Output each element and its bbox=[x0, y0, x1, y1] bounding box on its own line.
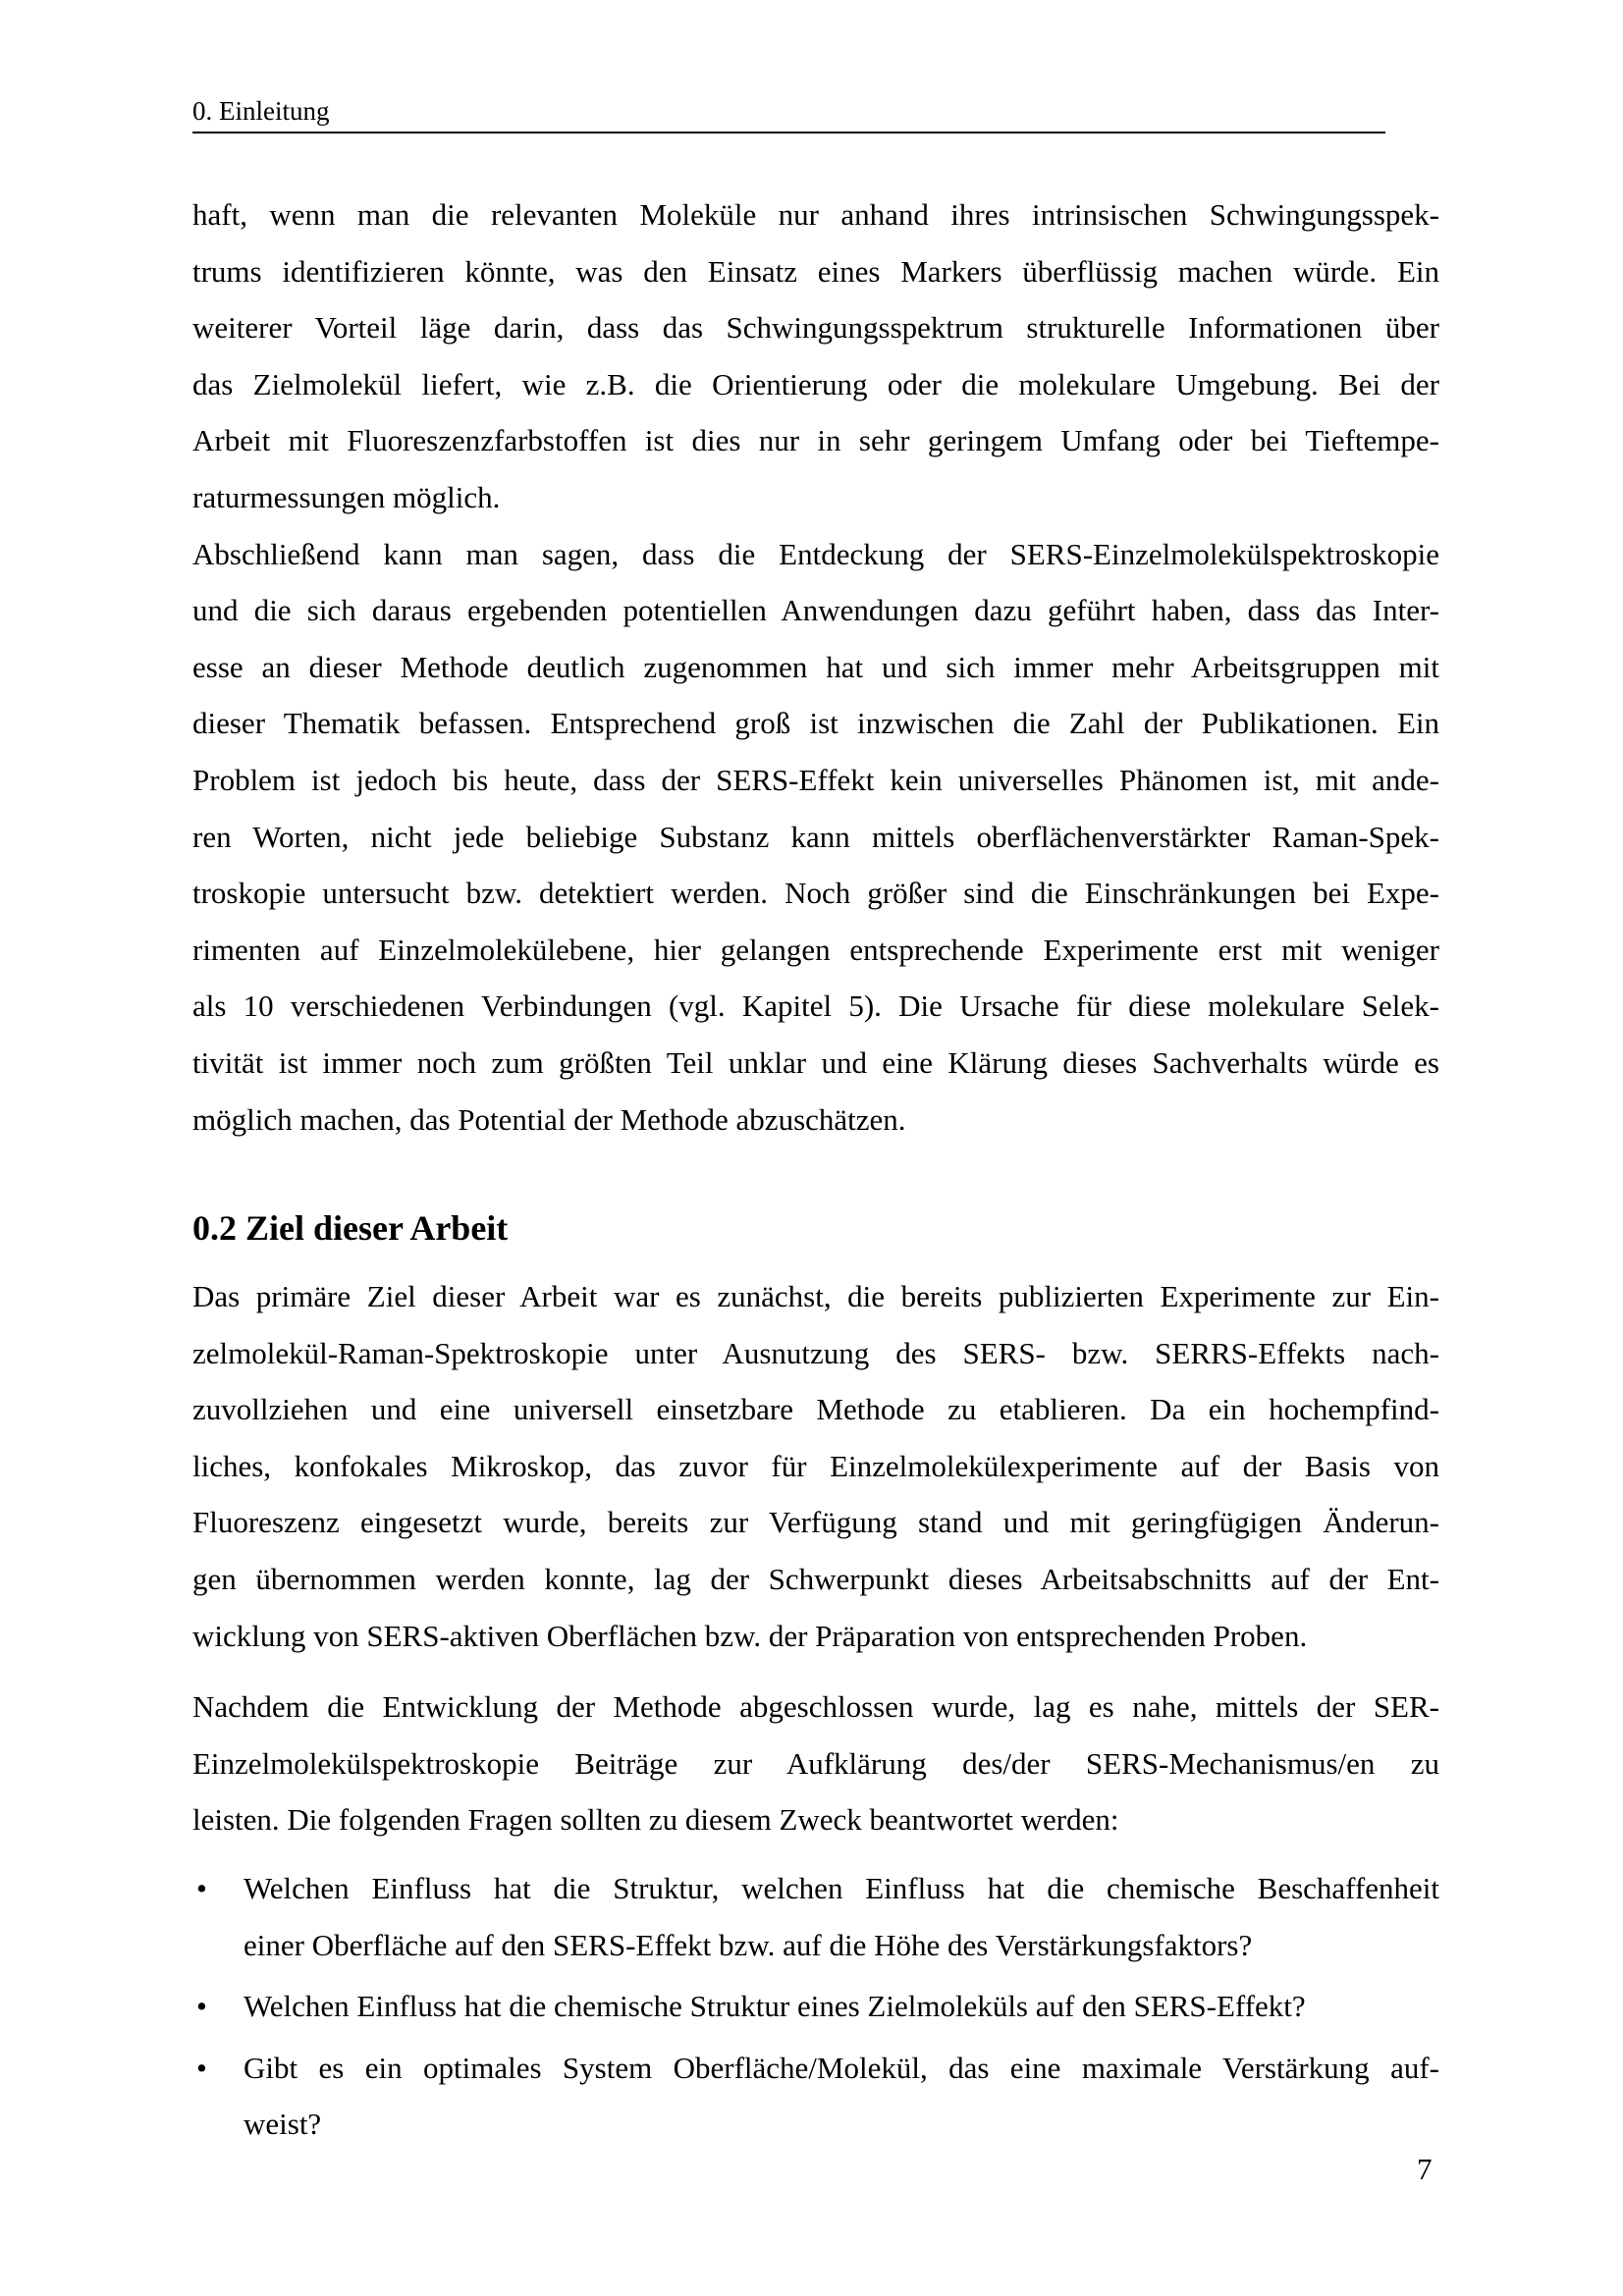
text-line: zelmolekül-Raman-Spektroskopie unter Ausnutzung des SERS- bzw. SERRS-Effekts nach- bbox=[192, 1335, 1439, 1370]
text-line: Welchen Einfluss hat die chemische Struktur eines Zielmoleküls auf den SERS-Effekt? bbox=[243, 1989, 1306, 2024]
paragraph-marker-free-identification bbox=[192, 187, 1439, 526]
text-line: Welchen Einfluss hat die Struktur, welchen Einfluss hat die chemische Beschaffenheit bbox=[243, 1871, 1439, 1905]
text-line: tivität ist immer noch zum größten Teil unklar und eine Klärung dieses Sachverhalts würde es bbox=[192, 1044, 1439, 1080]
text-line: liches, konfokales Mikroskop, das zuvor für Einzelmolekülexperimente auf der Basis von bbox=[192, 1448, 1439, 1483]
text-line: trums identifizieren könnte, was den Einsatz eines Markers überflüssig machen würde. Ein bbox=[192, 253, 1439, 289]
list-item bbox=[192, 1978, 1439, 2035]
text-line: einer Oberfläche auf den SERS-Effekt bzw. auf die Höhe des Verstärkungsfaktors? bbox=[243, 1927, 1253, 1962]
text-line: gen übernommen werden konnte, lag der Schwerpunkt dieses Arbeitsabschnitts auf der Ent- bbox=[192, 1561, 1439, 1596]
text-line: Gibt es ein optimales System Oberfläche/Molekül, das eine maximale Verstärkung auf- bbox=[243, 2050, 1439, 2085]
text-line: das Zielmolekül liefert, wie z.B. die Orientierung oder die molekulare Umgebung. Bei der bbox=[192, 366, 1439, 401]
text-line: Abschließend kann man sagen, dass die Entdeckung der SERS-Einzelmolekülspektroskopie bbox=[192, 536, 1439, 571]
paragraph-primary-goal bbox=[192, 1268, 1439, 1664]
text-line: Problem ist jedoch bis heute, dass der SERS-Effekt kein universelles Phänomen ist, mit ande- bbox=[192, 762, 1439, 797]
bullet-icon: • bbox=[196, 2050, 207, 2085]
text-line: Nachdem die Entwicklung der Methode abgeschlossen wurde, lag es nahe, mittels der SER- bbox=[192, 1689, 1439, 1724]
text-line: weiterer Vorteil läge darin, dass das Schwingungsspektrum strukturelle Informationen über bbox=[192, 310, 1439, 346]
section-heading: 0.2 Ziel dieser Arbeit bbox=[192, 1208, 509, 1248]
paragraph-research-questions-intro bbox=[192, 1679, 1439, 1848]
list-item bbox=[192, 1860, 1439, 1973]
bullet-icon: • bbox=[196, 1989, 207, 2024]
text-line: esse an dieser Methode deutlich zugenommen hat und sich immer mehr Arbeitsgruppen mit bbox=[192, 649, 1439, 684]
text-line: Arbeit mit Fluoreszenzfarbstoffen ist dies nur in sehr geringem Umfang oder bei Tieftempe- bbox=[192, 423, 1439, 458]
intro-continuation bbox=[192, 187, 1439, 1148]
text-line: raturmessungen möglich. bbox=[192, 479, 501, 514]
text-line: dieser Thematik befassen. Entsprechend groß ist inzwischen die Zahl der Publikationen. Ein bbox=[192, 706, 1439, 741]
running-header bbox=[192, 96, 1385, 133]
text-line: wicklung von SERS-aktiven Oberflächen bzw. der Präparation von entsprechenden Proben. bbox=[192, 1618, 1308, 1653]
running-header-title: 0. Einleitung bbox=[192, 96, 330, 126]
paragraph-conclusion bbox=[192, 526, 1439, 1148]
text-line: Fluoreszenz eingesetzt wurde, bereits zur Verfügung stand und mit geringfügigen Änderun- bbox=[192, 1505, 1439, 1540]
text-line: troskopie untersucht bzw. detektiert werden. Noch größer sind die Einschränkungen bei Expe- bbox=[192, 876, 1439, 911]
text-line: rimenten auf Einzelmolekülebene, hier gelangen entsprechende Experimente erst mit weniger bbox=[192, 932, 1439, 967]
text-line: ren Worten, nicht jede beliebige Substanz kann mittels oberflächenverstärkter Raman-Spek- bbox=[192, 819, 1439, 854]
page-number: 7 bbox=[1417, 2152, 1433, 2186]
text-line: leisten. Die folgenden Fragen sollten zu diesem Zweck beantwortet werden: bbox=[192, 1802, 1119, 1838]
text-line: weist? bbox=[243, 2107, 322, 2142]
text-line: Einzelmolekülspektroskopie Beiträge zur Aufklärung des/der SERS-Mechanismus/en zu bbox=[192, 1745, 1439, 1781]
list-item bbox=[192, 2040, 1439, 2153]
text-line: als 10 verschiedenen Verbindungen (vgl. Kapitel 5). Die Ursache für diese molekulare Selek- bbox=[192, 988, 1439, 1024]
text-line: möglich machen, das Potential der Methode abzuschätzen. bbox=[192, 1101, 906, 1137]
bullet-icon: • bbox=[196, 1871, 207, 1905]
text-line: und die sich daraus ergebenden potentiellen Anwendungen dazu geführt haben, dass das Inter- bbox=[192, 593, 1439, 628]
text-line: zuvollziehen und eine universell einsetzbare Methode zu etablieren. Da ein hochempfind- bbox=[192, 1392, 1439, 1427]
text-line: haft, wenn man die relevanten Moleküle nur anhand ihres intrinsischen Schwingungsspek- bbox=[192, 197, 1439, 232]
research-questions-list bbox=[192, 1860, 1439, 2158]
text-line: Das primäre Ziel dieser Arbeit war es zunächst, die bereits publizierten Experimente zur Ein- bbox=[192, 1279, 1439, 1313]
